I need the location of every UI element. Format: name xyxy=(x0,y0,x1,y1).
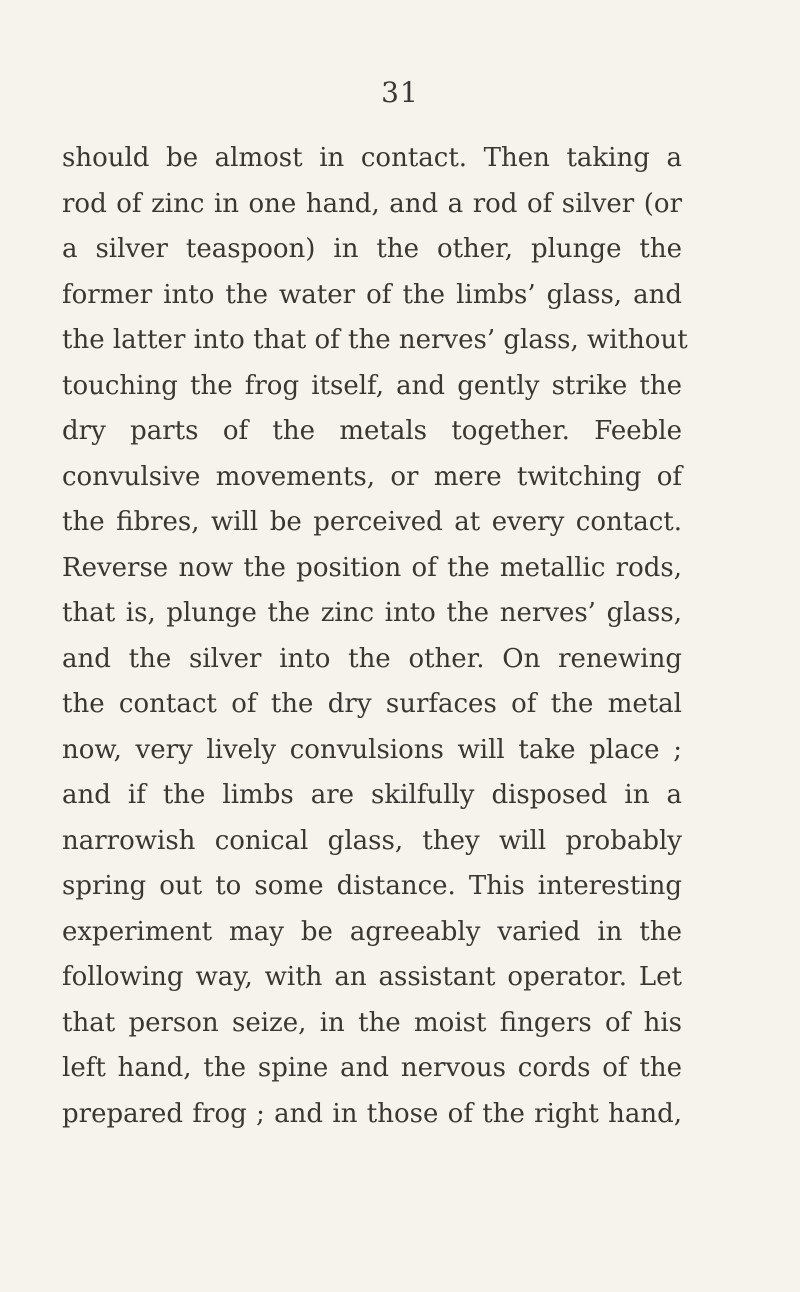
text-line: the fibres, will be perceived at every contact. xyxy=(62,507,682,537)
text-line: touching the frog itself, and gently strike the xyxy=(62,370,682,401)
text-line: the latter into that of the nerves’ glass, without xyxy=(62,325,688,355)
text-line: the contact of the dry surfaces of the metal xyxy=(62,689,682,719)
text-line: prepared frog ; and in those of the right hand, xyxy=(62,1098,682,1129)
text-line: that is, plunge the zinc into the nerves’ glass, xyxy=(62,598,682,628)
text-line: former into the water of the limbs’ glass, and xyxy=(62,279,682,310)
page-number: 31 xyxy=(381,76,419,109)
text-line: rod of zinc in one hand, and a rod of silver (or xyxy=(62,188,682,219)
body-paragraph xyxy=(62,136,688,1137)
text-line: a silver teaspoon) in the other, plunge the xyxy=(62,234,682,264)
text-line: and if the limbs are skilfully disposed in a xyxy=(62,780,682,810)
text-line: that person seize, in the moist fingers of his xyxy=(62,1007,682,1038)
text-line: dry parts of the metals together. Feeble xyxy=(62,416,682,446)
text-line: convulsive movements, or mere twitching of xyxy=(62,461,682,492)
text-line: narrowish conical glass, they will probably xyxy=(62,825,682,856)
text-line: Reverse now the position of the metallic rods, xyxy=(62,552,682,583)
text-line: now, very lively convulsions will take place ; xyxy=(62,734,682,765)
text-line: left hand, the spine and nervous cords of the xyxy=(62,1053,682,1083)
text-line: spring out to some distance. This interesting xyxy=(62,871,682,901)
text-line: should be almost in contact. Then taking a xyxy=(62,143,682,173)
text-line: following way, with an assistant operator. Let xyxy=(62,962,682,992)
text-line: and the silver into the other. On renewing xyxy=(62,643,682,674)
text-line: experiment may be agreeably varied in the xyxy=(62,916,682,947)
